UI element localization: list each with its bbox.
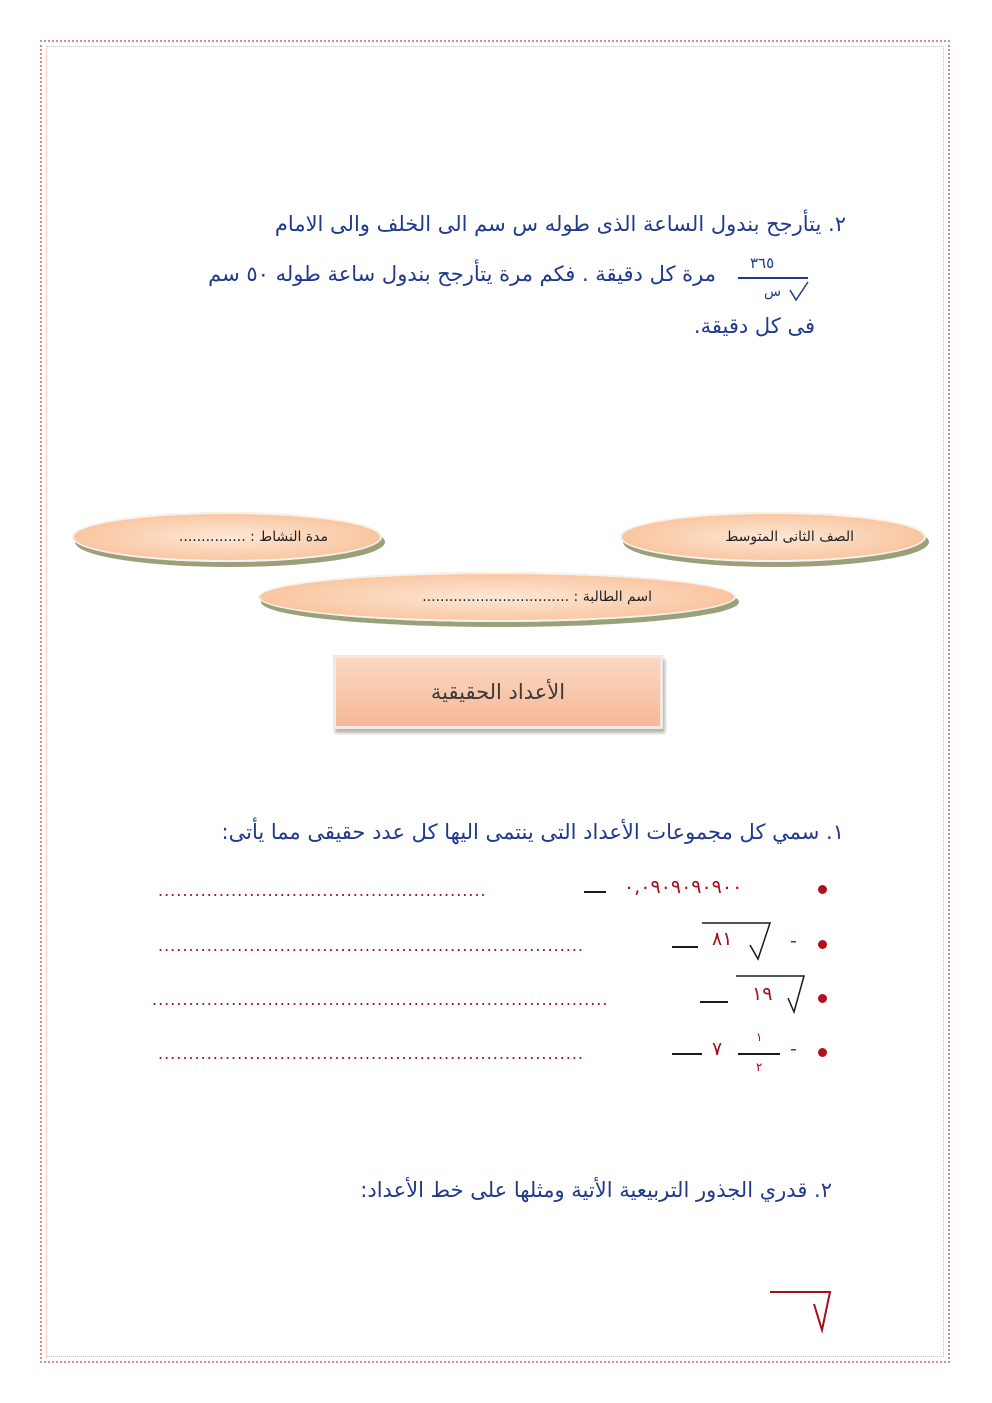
student-name-oval xyxy=(258,572,736,622)
item-2-sign: - xyxy=(790,930,797,952)
bullet-1 xyxy=(818,885,827,894)
question-1-heading: ١. سمي كل مجموعات الأعداد التى ينتمى اليها كل عدد حقيقى مما يأتى: xyxy=(221,820,844,844)
item-3-answer-line[interactable]: ........................................................................... xyxy=(152,990,609,1009)
fraction-denominator-var: س xyxy=(764,284,782,300)
item-4-sign: - xyxy=(790,1038,797,1060)
item-1-answer-line[interactable]: ...................................................... xyxy=(158,881,487,900)
problem-line-1: ٢. يتأرجح بندول الساعة الذى طوله س سم الى الخلف والى الامام xyxy=(274,212,846,236)
duration-label: مدة النشاط : ............... xyxy=(178,529,328,545)
bullet-3 xyxy=(818,994,827,1003)
sqrt-symbol xyxy=(788,280,812,304)
item-4-dash xyxy=(672,1053,702,1055)
item-4-fraction-numerator: ١ xyxy=(756,1030,763,1044)
question-2-heading: ٢. قدري الجذور التربيعية الأتية ومثلها على خط الأعداد: xyxy=(360,1178,832,1202)
student-name-label[interactable]: اسم الطالبة : ................................. xyxy=(422,589,652,605)
problem-line-3: فى كل دقيقة. xyxy=(693,314,815,338)
grade-oval xyxy=(620,512,926,562)
bullet-4 xyxy=(818,1048,827,1057)
bullet-2 xyxy=(818,940,827,949)
item-2-sqrt-symbol xyxy=(700,917,772,963)
item-2-radicand: ٨١ xyxy=(712,928,733,950)
problem-line-2: مرة كل دقيقة . فكم مرة يتأرجح بندول ساعة طوله ٥٠ سم xyxy=(208,262,716,286)
lesson-title-box xyxy=(333,655,663,729)
lesson-title: الأعداد الحقيقية xyxy=(430,680,566,704)
duration-oval xyxy=(72,512,382,562)
item-4-fraction-bar xyxy=(738,1053,780,1055)
grade-label: الصف الثانى المتوسط xyxy=(725,529,854,545)
item-2-dash xyxy=(672,946,698,948)
fraction-numerator: ٣٦٥ xyxy=(750,254,775,272)
sqrt-symbol-empty xyxy=(768,1286,834,1334)
item-3-dash xyxy=(700,1001,728,1003)
item-4-whole-number: ٧ xyxy=(712,1038,723,1060)
item-1-dash xyxy=(584,891,606,893)
item-4-answer-line[interactable]: ...................................................................... xyxy=(158,1044,585,1063)
item-2-answer-line[interactable]: ...................................................................... xyxy=(158,936,585,955)
item-1-expression: ٠,٠٩٠٩٠٩٠٩٠٠ xyxy=(624,876,743,898)
item-3-radicand: ١٩ xyxy=(752,983,773,1005)
fraction-bar xyxy=(738,277,808,279)
item-4-fraction-denominator: ٢ xyxy=(756,1060,763,1074)
